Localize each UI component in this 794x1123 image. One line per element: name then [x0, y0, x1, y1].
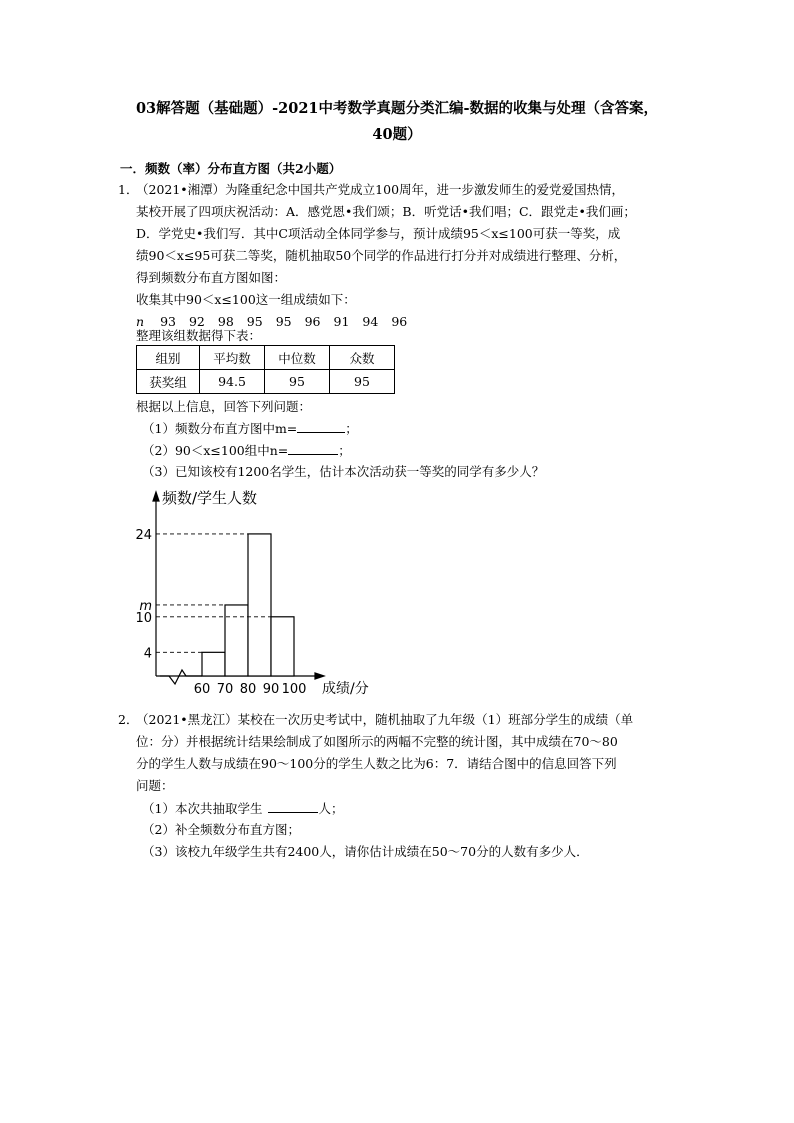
title-line-2: 40题）: [372, 126, 422, 143]
y-tick-label: 10: [135, 610, 152, 626]
q1-line-1: （2021•湘潭）为隆重纪念中国共产党成立100周年，进一步激发师生的爱党爱国热情，: [136, 182, 625, 197]
table-header-cell: 平均数: [200, 346, 265, 370]
x-tick-label: 90: [262, 682, 280, 697]
q1-prompt: 根据以上信息，回答下列问题：: [136, 399, 312, 414]
q2-line-2: 位：分）并根据统计结果绘制成了如图所示的两幅不完整的统计图，其中成绩在70～80: [136, 734, 618, 749]
q1-sub-2-end: ；: [338, 443, 351, 458]
y-tick-label: 4: [143, 646, 152, 662]
q1-number: 1．: [118, 182, 139, 197]
q1-sub-3: （3）已知该校有1200名学生，估计本次活动获一等奖的同学有多少人？: [142, 464, 545, 479]
table-cell: 95: [330, 370, 395, 394]
y-axis-label: 频数/学生人数: [162, 489, 258, 507]
y-axis-arrow: [153, 492, 159, 501]
score-value: 96: [304, 314, 321, 329]
q2-line-3: 分的学生人数与成绩在90～100分的学生人数之比为6：7．请结合图中的信息回答下列: [136, 756, 617, 771]
answer-blank: [268, 799, 318, 813]
q1-line-6: 收集其中90＜x≤100这一组成绩如下：: [136, 292, 356, 307]
q1-sub-1-end: ；: [345, 421, 358, 436]
y-tick-label: 24: [135, 527, 152, 543]
table-cell: 95: [265, 370, 330, 394]
score-value: 94: [362, 314, 379, 329]
score-value: 95: [275, 314, 292, 329]
q2-number: 2．: [118, 712, 139, 727]
score-value: 91: [333, 314, 350, 329]
q2-sub-1-text: （1）本次共抽取学生: [142, 801, 263, 816]
histogram-bar: [248, 534, 271, 676]
q2-sub-1-end: 人；: [318, 801, 344, 816]
table-header-cell: 组别: [137, 346, 200, 370]
section-heading: 一．频数（率）分布直方图（共2小题）: [120, 161, 342, 176]
q2-line-1: （2021•黑龙江）某校在一次历史考试中，随机抽取了九年级（1）班部分学生的成绩（单: [136, 712, 634, 727]
table-cell: 94.5: [200, 370, 265, 394]
histogram-bar: [202, 652, 225, 676]
histogram-bar: [225, 605, 248, 676]
x-tick-label: 70: [216, 682, 234, 697]
q2-sub-2: （2）补全频数分布直方图；: [142, 822, 300, 837]
x-axis-arrow: [315, 673, 324, 679]
q1-line-5: 得到频数分布直方图如图：: [136, 270, 287, 285]
table-header-cell: 众数: [330, 346, 395, 370]
title-line-1: 03解答题（基础题）-2021中考数学真题分类汇编-数据的收集与处理（含答案，: [135, 100, 659, 117]
y-tick-label: m: [139, 598, 152, 614]
q1-line-3: D．学党史•我们写．其中C项活动全体同学参与，预计成绩95＜x≤100可获一等奖，成: [136, 226, 621, 241]
q2-sub-3: （3）该校九年级学生共有2400人，请你估计成绩在50～70分的人数有多少人．: [142, 844, 589, 859]
x-tick-label: 60: [193, 682, 211, 697]
table-header-cell: 中位数: [265, 346, 330, 370]
score-value: 98: [217, 314, 234, 329]
q1-sub-2-text: （2）90＜x≤100组中n=: [142, 443, 289, 458]
score-n: n: [136, 314, 145, 329]
q1-line-4: 绩90＜x≤95可获二等奖，随机抽取50个同学的作品进行打分并对成绩进行整理、分析，: [136, 248, 627, 263]
score-value: 95: [246, 314, 263, 329]
x-tick-label: 100: [281, 682, 307, 697]
histogram-bar: [271, 617, 294, 676]
table-cell: 获奖组: [137, 370, 200, 394]
q2-line-4: 问题：: [136, 778, 174, 793]
x-axis-label: 成绩/分: [322, 681, 369, 697]
score-value: 92: [188, 314, 205, 329]
x-tick-label: 80: [239, 682, 257, 697]
q1-line-2: 某校开展了四项庆祝活动：A．感党恩•我们颂；B．听党话•我们唱；C．跟党走•我们画；: [136, 204, 636, 219]
q2-sub-1: [142, 799, 343, 818]
score-value: 93: [160, 314, 176, 329]
q1-table-intro: 整理该组数据得下表：: [136, 328, 262, 343]
score-value: 96: [391, 314, 408, 329]
q1-sub-1-text: （1）频数分布直方图中m=: [142, 421, 298, 436]
